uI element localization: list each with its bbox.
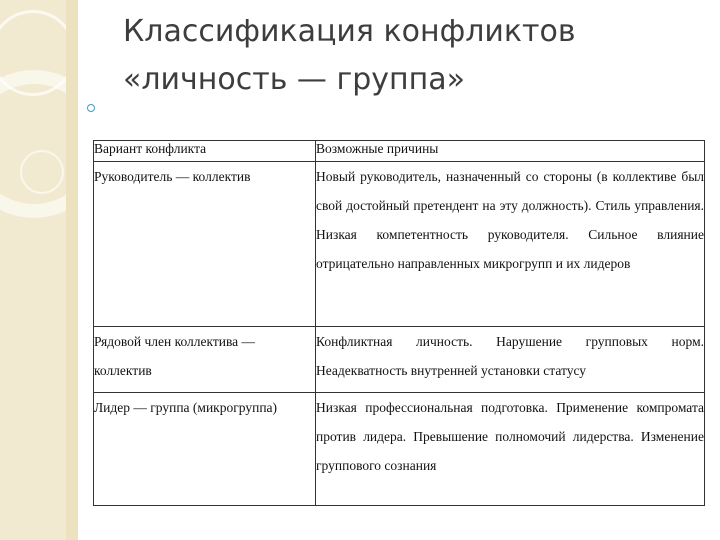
slide-title-line1: Классификация конфликтов [123, 14, 576, 49]
table-row [94, 327, 705, 393]
row-variant: Руководитель — коллектив [94, 162, 316, 327]
header-variant: Вариант конфликта [94, 141, 316, 162]
row-causes: Низкая профессиональная подготовка. Применение компромата против лидера. Превышение полномочий лидерства. Изменение группового сознания [316, 393, 705, 506]
sidebar-edge [66, 0, 78, 540]
conflict-table [93, 140, 705, 506]
decorative-ring [20, 150, 64, 194]
table-header-row [94, 141, 705, 162]
table-row [94, 162, 705, 327]
decorative-sidebar [0, 0, 78, 540]
row-variant: Лидер — группа (микрогруппа) [94, 393, 316, 506]
slide-title [123, 8, 703, 104]
row-variant: Рядовой член коллектива — коллектив [94, 327, 316, 393]
header-causes: Возможные причины [316, 141, 705, 162]
row-causes: Новый руководитель, назначенный со стороны (в коллективе был свой достойный претендент на эту должность). Стиль управления. Низкая компетентность руководителя. Сильное влияние отрицательно направленных микрогрупп и их лидеров [316, 162, 705, 327]
slide-title-line2: «личность — группа» [123, 62, 465, 97]
row-causes: Конфликтная личность. Нарушение групповых норм. Неадекватность внутренней установки статусу [316, 327, 705, 393]
bullet-circle-icon [87, 104, 95, 112]
table-row [94, 393, 705, 506]
